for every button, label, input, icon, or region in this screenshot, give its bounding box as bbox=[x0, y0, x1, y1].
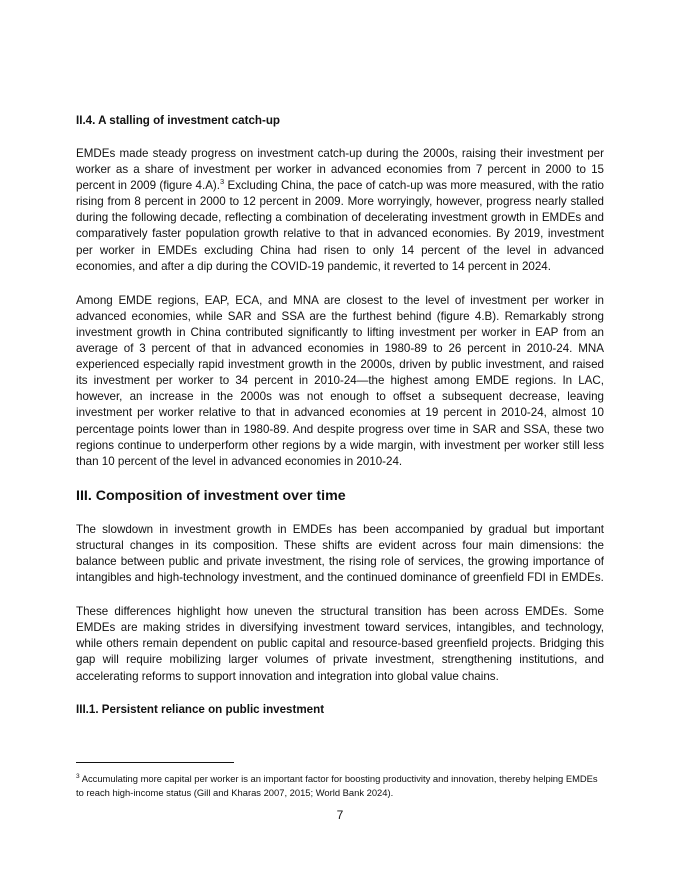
paragraph-catch-up bbox=[76, 146, 604, 275]
subsection-heading-3-1: III.1. Persistent reliance on public investment bbox=[76, 702, 325, 716]
paragraph-composition: The slowdown in investment growth in EMDEs has been accompanied by gradual but important structural changes in its composition. These shifts are evident across four main dimensions: the balance between public and private investment, the rising role of services, the growing importance of intangibles and high-technology investment, and the continued dominance of greenfield FDI in EMDEs. bbox=[76, 522, 604, 585]
footnote bbox=[76, 772, 604, 799]
footnote-text: Accumulating more capital per worker is an important factor for boosting productivity and innovation, thereby helping EMDEs to reach high-income status (Gill and Kharas 2007, 2015; World Bank 2024). bbox=[76, 773, 598, 798]
paragraph-regions: Among EMDE regions, EAP, ECA, and MNA are closest to the level of investment per worker in advanced economies, while SAR and SSA are the furthest behind (figure 4.B). Remarkably strong investment growth in China contributed significantly to lifting investment per worker in EAP from an average of 3 percent of that in advanced economies in 1980-89 to 26 percent in 2010-24. MNA experienced especially rapid investment growth in the 2000s, driven by public investment, and raised its investment per worker to 34 percent in 2010-24—the highest among EMDE regions. In LAC, however, an increase in the 2000s was not enough to offset a subsequent decrease, leaving investment per worker relative to that in advanced economies at 19 percent in 2010-24, almost 10 percentage points lower than in 1980-89. And despite progress over time in SAR and SSA, these two regions continue to underperform other regions by a wide margin, with investment per worker still less than 10 percent of the level in advanced economies in 2010-24. bbox=[76, 293, 604, 468]
main-content bbox=[76, 114, 604, 735]
paragraph-differences: These differences highlight how uneven the structural transition has been across EMDEs. Some EMDEs are making strides in diversifying investment toward services, intangibles, and technology, while others remain dependent on public capital and resource-based greenfield projects. Bridging this gap will require mobilizing larger volumes of private investment, strengthening institutions, and accelerating reforms to support innovation and integration into global value chains. bbox=[76, 605, 604, 683]
section-heading-3: III. Composition of investment over time bbox=[76, 487, 346, 504]
footnote-reference[interactable]: 3 bbox=[220, 177, 225, 187]
paragraph-text: Excluding China, the pace of catch-up was more measured, with the ratio rising from 8 percent in 2000 to 12 percent in 2009. More worryingly, however, progress nearly stalled during the following decade, reflecting a combination of decelerating investment growth in EMDEs and comparatively faster population growth relative to that in advanced economies. By 2019, investment per worker in EMDEs excluding China had risen to only 14 percent of the level in advanced economies, and after a dip during the COVID-19 pandemic, it reverted to 14 percent in 2024. bbox=[76, 179, 604, 273]
footnote-marker: 3 bbox=[76, 772, 80, 780]
page-number: 7 bbox=[336, 808, 344, 822]
subsection-heading-2-4: II.4. A stalling of investment catch-up bbox=[76, 114, 280, 127]
footnote-divider bbox=[76, 762, 234, 763]
paragraph-text: EMDEs made steady progress on investment catch-up during the 2000s, raising their investment per worker as a share of investment per worker in advanced economies from 7 percent in 2000 to 15 percent in 2009 (figure 4.A). bbox=[76, 147, 604, 193]
